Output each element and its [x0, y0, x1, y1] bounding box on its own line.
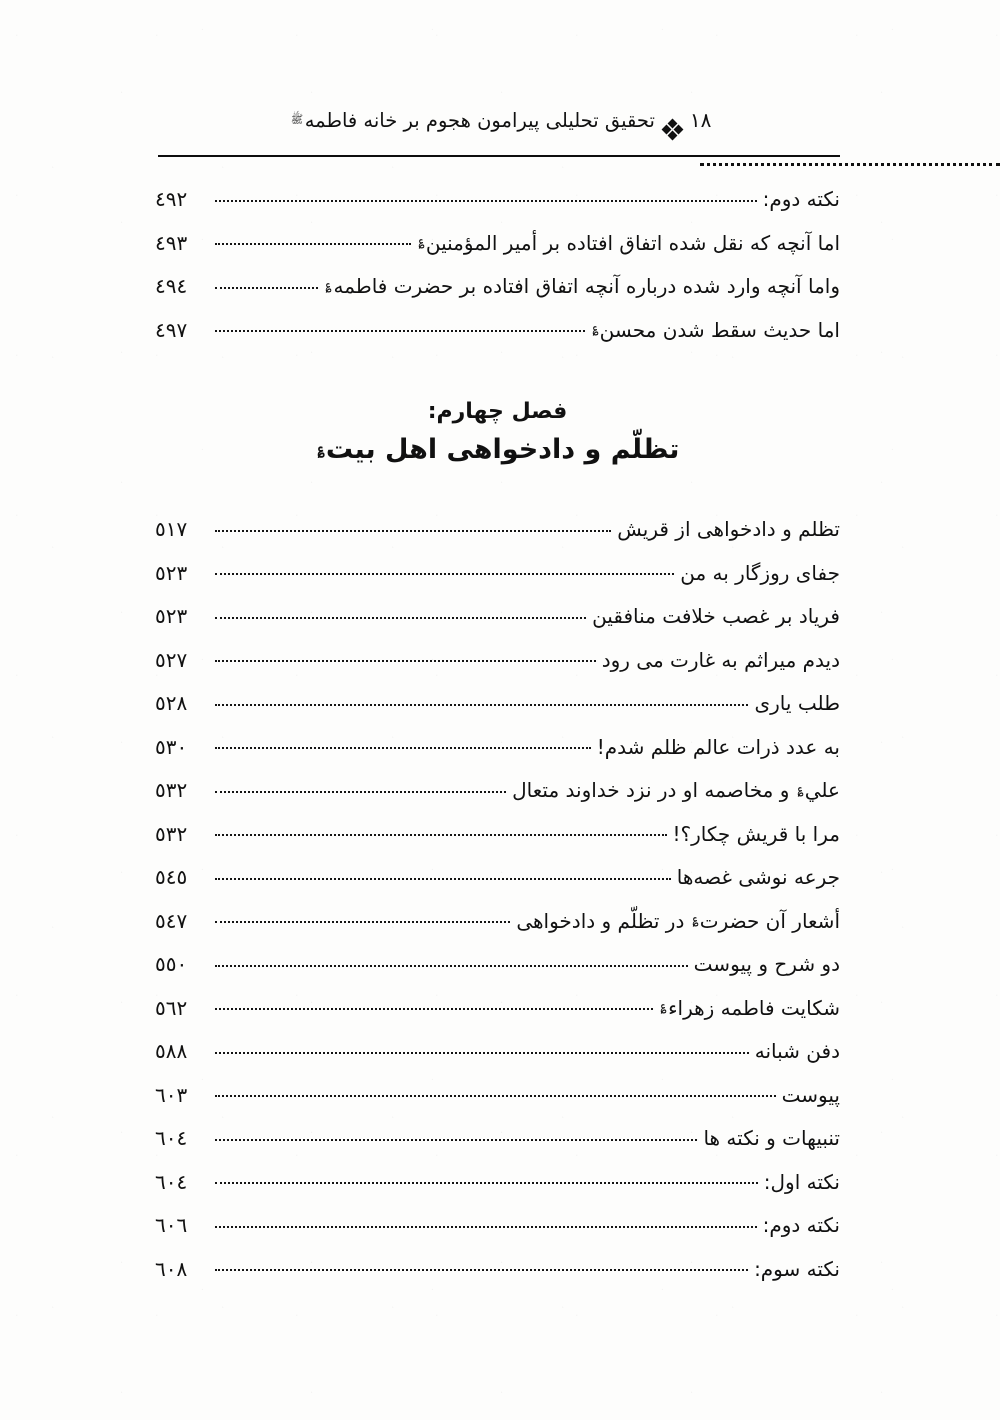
toc-entry-label-text: نکته اول:: [763, 1169, 840, 1194]
toc-entry-label: [602, 648, 840, 672]
toc-entry[interactable]: [155, 273, 840, 317]
toc-entry-label-text: پیوست: [781, 1082, 840, 1107]
toc-entry-label: [755, 1039, 840, 1063]
toc-entry-label: [324, 274, 840, 298]
toc-leader-dots: [215, 821, 667, 841]
toc-entry[interactable]: [155, 821, 840, 865]
toc-leader-dots: [215, 317, 585, 337]
toc-entry-page: ٥٤٧: [155, 908, 188, 933]
toc-entry-label-text: أشعار آن حضرت: [699, 908, 840, 933]
alayhi-salam-honorific-icon: ؏: [797, 781, 804, 796]
toc-leader-dots: [215, 603, 586, 623]
toc-entry-label-text: فریاد بر غصب خلافت منافقین: [592, 604, 840, 628]
toc-leader-dots: [215, 516, 611, 536]
toc-entry[interactable]: [155, 734, 840, 778]
toc-entry-label-text: مرا با قریش چکار؟!: [672, 821, 840, 846]
toc-entry[interactable]: [155, 186, 840, 230]
toc-entry[interactable]: [155, 951, 840, 995]
toc-entry-label: نکته دوم:: [762, 187, 840, 211]
toc-entry-page: ٦٠٤: [155, 1169, 188, 1194]
toc-leader-dots: [215, 1082, 776, 1102]
toc-leader-dots: [215, 951, 688, 971]
header-rule: [158, 155, 840, 157]
toc-leader-dots: [215, 1169, 758, 1189]
toc-entry-label: [417, 231, 840, 255]
toc-leader-dots: [215, 1038, 749, 1058]
book-title-text: تحقیق تحلیلی پیرامون هجوم بر خانه فاطمه: [304, 109, 655, 132]
toc-entry[interactable]: [155, 864, 840, 908]
toc-entry[interactable]: [155, 317, 840, 361]
alayhi-salam-honorific-icon: ؏: [692, 912, 699, 927]
toc-entry[interactable]: [155, 516, 840, 560]
toc-entry-label-text: واما آنچه وارد شده درباره آنچه اتفاق افتاده بر حضرت فاطمه: [333, 274, 840, 298]
salawat-honorific-icon: ﷺ: [290, 111, 303, 126]
toc-entry-label: [597, 735, 840, 759]
alayhi-salam-honorific-icon: ؏: [660, 999, 667, 1014]
running-header: [160, 108, 840, 150]
alayha-salam-honorific-icon: ؏: [325, 277, 332, 292]
toc-entry[interactable]: [155, 1125, 840, 1169]
toc-entry-page: ٥٣٢: [155, 778, 188, 802]
toc-entry-label: [763, 1213, 840, 1237]
toc-entry-label-text: نکته دوم:: [762, 1213, 840, 1237]
toc-entry-label-text: نکته سوم:: [754, 1256, 840, 1281]
toc-entry-label-text: علي: [804, 778, 840, 802]
toc-entry-page: ٥٤٥: [155, 865, 188, 889]
toc-entry-label-text: تنبیهات و نکته ها: [703, 1126, 840, 1150]
toc-entry-page: ٥٣٠: [155, 734, 188, 759]
toc-entry-label: [591, 318, 840, 342]
toc-entry[interactable]: [155, 1169, 840, 1213]
toc-entry-label-text: جرعه نوشی غصه‌ها: [676, 865, 840, 889]
toc-entry-label: [516, 909, 840, 933]
toc-entry-label: [659, 996, 840, 1020]
toc-entry-page: ٦٠٦: [155, 1213, 188, 1237]
toc-entry-page: ٦٠٤: [155, 1126, 188, 1150]
toc-entry-label-text: اما آنچه که نقل شده اتفاق افتاده بر أمیر المؤمنین: [425, 230, 840, 255]
toc-entry-label: [617, 517, 840, 541]
toc-entry-label-text: دیدم میراثم به غارت می رود: [601, 647, 840, 672]
toc-entry-label-tail: در تظلّم و دادخواهی: [516, 908, 691, 933]
alayhim-salam-honorific-icon: ؏: [317, 440, 325, 457]
toc-list-lower: [155, 516, 840, 1299]
toc-entry-label: [703, 1126, 840, 1150]
chapter-heading: [155, 396, 840, 470]
toc-entry-label-text: اما حدیث سقط شدن محسن: [599, 317, 840, 342]
toc-entry-label-text: تظلم و دادخواهی از قریش: [617, 517, 840, 541]
toc-entry[interactable]: [155, 230, 840, 274]
toc-entry[interactable]: [155, 603, 840, 647]
toc-leader-dots: [215, 230, 411, 250]
toc-leader-dots: [215, 1256, 748, 1276]
alayhi-salam-honorific-icon: ؏: [592, 321, 599, 336]
toc-entry-page: ٥١٧: [155, 517, 188, 541]
toc-entry-label: [754, 1257, 840, 1281]
toc-entry[interactable]: [155, 647, 840, 691]
toc-entry-page: ٥٦٢: [155, 995, 188, 1020]
toc-entry-page: ٤٩٢: [155, 187, 188, 211]
toc-entry[interactable]: [155, 560, 840, 604]
toc-entry-page: ٥٢٣: [155, 560, 188, 585]
toc-entry-label: [694, 952, 840, 976]
toc-entry-label: [754, 691, 840, 715]
four-diamond-ornament-icon: [664, 121, 681, 138]
chapter-title: [155, 430, 840, 471]
toc-entry-label-text: دفن شبانه: [754, 1039, 840, 1063]
toc-entry-label: [592, 604, 840, 628]
toc-entry-label-text: دو شرح و پیوست: [693, 952, 840, 976]
toc-entry-label-tail: و مخاصمه او در نزد خداوند متعال: [512, 778, 796, 802]
toc-entry-page: ٦٠٨: [155, 1256, 188, 1281]
toc-entry-page: ٥٢٣: [155, 604, 188, 628]
toc-entry-page: ٥٣٢: [155, 821, 188, 846]
chapter-eyebrow: فصل چهارم:: [427, 399, 568, 424]
toc-entry-label: [680, 561, 840, 585]
toc-leader-dots: [215, 1212, 757, 1232]
toc-entry-label: [764, 1170, 840, 1194]
toc-entry-label-text: جفای روزگار به من: [680, 560, 840, 585]
toc-leader-dots: [215, 186, 757, 206]
toc-leader-dots: [215, 864, 671, 884]
toc-leader-dots: [215, 690, 748, 710]
chapter-title-text: تظلّم و دادخواهی اهل بیت: [325, 433, 680, 465]
toc-entry-page: ٤٩٤: [155, 274, 188, 298]
toc-leader-dots: [215, 777, 506, 797]
toc-leader-dots: [215, 908, 510, 928]
header-dotted-rule: [700, 163, 1000, 166]
alayhi-salam-honorific-icon: ؏: [418, 234, 425, 249]
toc-entry-page: ٥٥٠: [155, 952, 188, 976]
toc-entry-label: [512, 778, 840, 802]
toc-entry-page: ٥٢٨: [155, 691, 188, 715]
toc-leader-dots: [215, 273, 318, 293]
toc-entry[interactable]: [155, 1212, 840, 1256]
toc-entry-page: ٥٨٨: [155, 1039, 188, 1063]
book-title: [289, 109, 655, 132]
toc-entry-label: [673, 822, 841, 846]
toc-entry-label: [782, 1083, 840, 1107]
toc-entry[interactable]: [155, 1256, 840, 1300]
toc-entry-page: ٤٩٣: [155, 230, 188, 255]
toc-entry-label: [677, 865, 840, 889]
toc-leader-dots: [215, 1125, 697, 1145]
toc-entry[interactable]: [155, 995, 840, 1039]
toc-entry[interactable]: [155, 777, 840, 821]
toc-entry-label-text: به عدد ذرات عالم ظلم شدم!: [596, 734, 840, 759]
toc-entry-label-text: طلب یاری: [754, 691, 840, 715]
toc-leader-dots: [215, 734, 591, 754]
toc-leader-dots: [215, 560, 674, 580]
toc-entry[interactable]: [155, 1038, 840, 1082]
toc-entry-page: ٦٠٣: [155, 1082, 188, 1107]
toc-entry[interactable]: [155, 908, 840, 952]
toc-entry[interactable]: [155, 690, 840, 734]
toc-entry[interactable]: [155, 1082, 840, 1126]
page-number: ١٨: [689, 108, 712, 132]
toc-list-upper: [155, 186, 840, 360]
toc-leader-dots: [215, 647, 596, 667]
toc-entry-page: ٥٢٧: [155, 647, 188, 672]
toc-entry-label-text: شکایت فاطمه زهراء: [668, 995, 840, 1020]
toc-leader-dots: [215, 995, 653, 1015]
toc-entry-page: ٤٩٧: [155, 317, 188, 342]
